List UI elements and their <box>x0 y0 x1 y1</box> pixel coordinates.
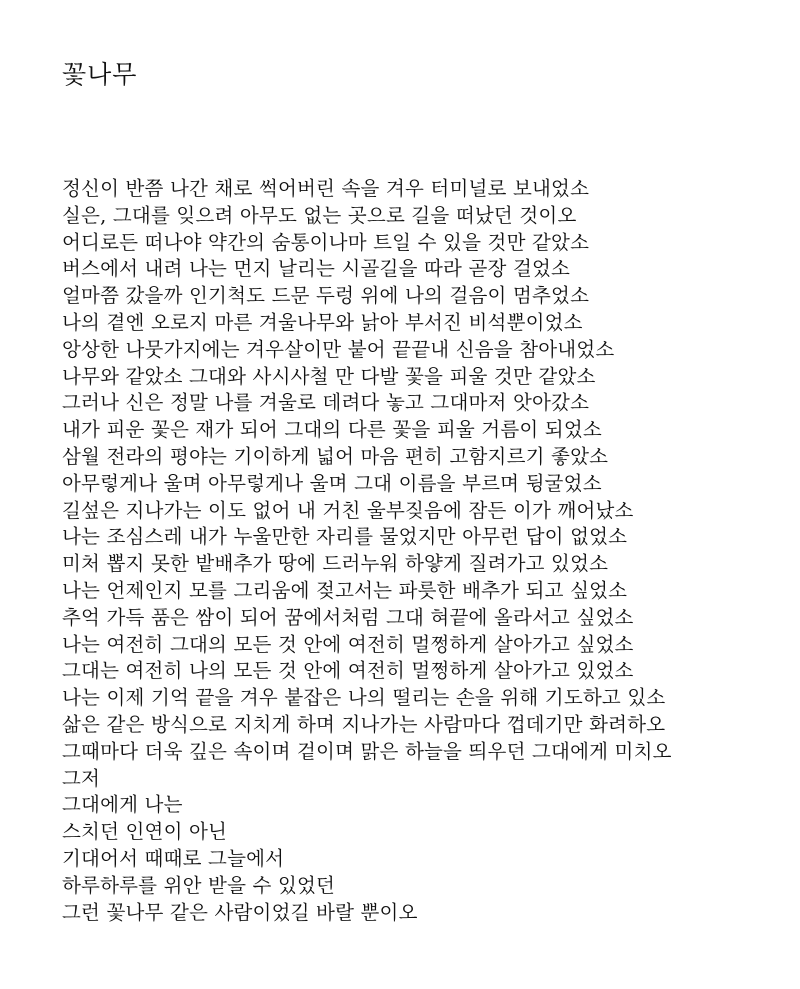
poem-line: 길섶은 지나가는 이도 없어 내 거친 울부짖음에 잠든 이가 깨어났소 <box>62 498 634 522</box>
poem-line: 그러나 신은 정말 나를 겨울로 데려다 놓고 그대마저 앗아갔소 <box>62 391 590 415</box>
poem-line: 그대는 여전히 나의 모든 것 안에 여전히 멀쩡하게 살아가고 있었소 <box>62 659 634 683</box>
poem-line: 앙상한 나뭇가지에는 겨우살이만 붙어 끝끝내 신음을 참아내었소 <box>62 337 615 361</box>
poem-line: 삼월 전라의 평야는 기이하게 넓어 마음 편히 고함지르기 좋았소 <box>62 444 609 468</box>
poem-line: 내가 피운 꽃은 재가 되어 그대의 다른 꽃을 피울 거름이 되었소 <box>62 418 602 442</box>
poem-line: 삶은 같은 방식으로 지치게 하며 지나가는 사람마다 껍데기만 화려하오 <box>62 712 666 736</box>
poem-line: 나는 이제 기억 끝을 겨우 붙잡은 나의 떨리는 손을 위해 기도하고 있소 <box>62 686 666 710</box>
poem-line: 나무와 같았소 그대와 사시사철 만 다발 꽃을 피울 것만 같았소 <box>62 364 596 388</box>
poem-line: 나는 조심스레 내가 누울만한 자리를 물었지만 아무런 답이 없었소 <box>62 525 628 549</box>
poem-line: 그때마다 더욱 깊은 속이며 겉이며 맑은 하늘을 띄우던 그대에게 미치오 <box>62 739 672 763</box>
poem-line: 추억 가득 품은 쌈이 되어 꿈에서처럼 그대 혀끝에 올라서고 싶었소 <box>62 605 634 629</box>
poem-line: 하루하루를 위안 받을 수 있었던 <box>62 873 336 897</box>
poem-line: 미처 뽑지 못한 밭배추가 땅에 드러누워 하얗게 질려가고 있었소 <box>62 552 609 576</box>
poem-line: 그저 <box>62 766 101 790</box>
poem-line: 아무렇게나 울며 아무렇게나 울며 그대 이름을 부르며 뒹굴었소 <box>62 471 602 495</box>
poem-line: 얼마쯤 갔을까 인기척도 드문 두렁 위에 나의 걸음이 멈추었소 <box>62 284 590 308</box>
poem-line: 그대에게 나는 <box>62 793 183 817</box>
poem-line: 스치던 인연이 아닌 <box>62 820 228 844</box>
poem-line: 정신이 반쯤 나간 채로 썩어버린 속을 겨우 터미널로 보내었소 <box>62 177 590 200</box>
poem-line: 나는 언제인지 모를 그리움에 젖고서는 파릇한 배추가 되고 싶었소 <box>62 578 628 602</box>
poem-line: 나는 여전히 그대의 모든 것 안에 여전히 멀쩡하게 살아가고 싶었소 <box>62 632 634 656</box>
poem-line: 그런 꽃나무 같은 사람이었길 바랄 뿐이오 <box>62 900 418 924</box>
poem-line: 버스에서 내려 나는 먼지 날리는 시골길을 따라 곧장 걸었소 <box>62 257 571 281</box>
poem-line: 실은, 그대를 잊으려 아무도 없는 곳으로 길을 떠났던 것이오 <box>62 203 577 227</box>
poem-line: 나의 곁엔 오로지 마른 겨울나무와 낡아 부서진 비석뿐이었소 <box>62 310 583 334</box>
poem-line: 어디로든 떠나야 약간의 숨통이나마 트일 수 있을 것만 같았소 <box>62 230 590 254</box>
poem-title: 꽃나무 <box>62 60 138 89</box>
poem-body <box>62 176 672 926</box>
poem-line: 기대어서 때때로 그늘에서 <box>62 846 285 870</box>
